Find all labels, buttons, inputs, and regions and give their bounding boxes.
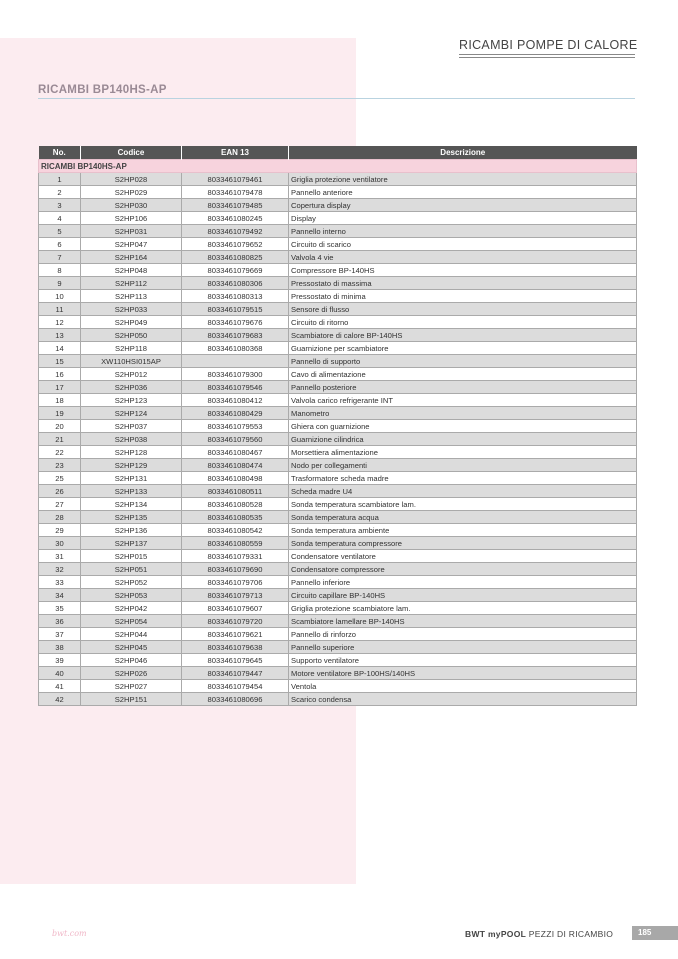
- cell-codice: S2HP033: [81, 303, 182, 316]
- cell-ean: 8033461079645: [182, 654, 289, 667]
- cell-no: 7: [39, 251, 81, 264]
- cell-descrizione: Pannello inferiore: [289, 576, 637, 589]
- cell-descrizione: Supporto ventilatore: [289, 654, 637, 667]
- cell-descrizione: Display: [289, 212, 637, 225]
- cell-no: 40: [39, 667, 81, 680]
- cell-codice: S2HP128: [81, 446, 182, 459]
- cell-no: 39: [39, 654, 81, 667]
- cell-codice: S2HP129: [81, 459, 182, 472]
- cell-no: 13: [39, 329, 81, 342]
- table-row: [39, 355, 637, 368]
- cell-ean: 8033461080368: [182, 342, 289, 355]
- cell-ean: 8033461080429: [182, 407, 289, 420]
- cell-ean: 8033461079720: [182, 615, 289, 628]
- cell-descrizione: Sonda temperatura ambiente: [289, 524, 637, 537]
- table-row: [39, 173, 637, 186]
- cell-no: 31: [39, 550, 81, 563]
- cell-codice: S2HP028: [81, 173, 182, 186]
- footer-brand: [465, 929, 613, 939]
- section-title: RICAMBI BP140HS-AP: [38, 84, 167, 96]
- cell-ean: 8033461079478: [182, 186, 289, 199]
- cell-codice: S2HP051: [81, 563, 182, 576]
- cell-descrizione: Pannello superiore: [289, 641, 637, 654]
- cell-no: 16: [39, 368, 81, 381]
- table-row: [39, 329, 637, 342]
- brand-product: myPOOL: [487, 929, 527, 939]
- table-row: [39, 524, 637, 537]
- cell-descrizione: Guarnizione per scambiatore: [289, 342, 637, 355]
- cell-descrizione: Manometro: [289, 407, 637, 420]
- group-label: RICAMBI BP140HS-AP: [39, 160, 637, 173]
- cell-codice: S2HP134: [81, 498, 182, 511]
- cell-no: 2: [39, 186, 81, 199]
- cell-descrizione: Compressore BP-140HS: [289, 264, 637, 277]
- cell-ean: 8033461080498: [182, 472, 289, 485]
- table-row: [39, 303, 637, 316]
- table-row: [39, 381, 637, 394]
- column-header-descrizione: Descrizione: [289, 146, 637, 160]
- cell-ean: 8033461079706: [182, 576, 289, 589]
- cell-no: 5: [39, 225, 81, 238]
- footer-website: bwt.com: [52, 929, 87, 938]
- cell-codice: S2HP042: [81, 602, 182, 615]
- cell-codice: S2HP151: [81, 693, 182, 706]
- cell-no: 1: [39, 173, 81, 186]
- table-row: [39, 537, 637, 550]
- cell-ean: 8033461080825: [182, 251, 289, 264]
- cell-descrizione: Condensatore ventilatore: [289, 550, 637, 563]
- cell-descrizione: Sensore di flusso: [289, 303, 637, 316]
- cell-codice: S2HP037: [81, 420, 182, 433]
- cell-no: 38: [39, 641, 81, 654]
- cell-ean: [182, 355, 289, 368]
- cell-codice: S2HP045: [81, 641, 182, 654]
- cell-ean: 8033461079546: [182, 381, 289, 394]
- cell-no: 12: [39, 316, 81, 329]
- column-header-no: No.: [39, 146, 81, 160]
- cell-codice: S2HP124: [81, 407, 182, 420]
- cell-descrizione: Pannello di supporto: [289, 355, 637, 368]
- cell-codice: XW110HSI015AP: [81, 355, 182, 368]
- cell-codice: S2HP031: [81, 225, 182, 238]
- cell-descrizione: Guarnizione cilindrica: [289, 433, 637, 446]
- cell-ean: 8033461079690: [182, 563, 289, 576]
- table-row: [39, 472, 637, 485]
- cell-descrizione: Circuito di scarico: [289, 238, 637, 251]
- cell-codice: S2HP050: [81, 329, 182, 342]
- table-row: [39, 498, 637, 511]
- cell-codice: S2HP044: [81, 628, 182, 641]
- cell-ean: 8033461079676: [182, 316, 289, 329]
- cell-codice: S2HP118: [81, 342, 182, 355]
- table-row: [39, 459, 637, 472]
- cell-no: 6: [39, 238, 81, 251]
- cell-descrizione: Scambiatore di calore BP-140HS: [289, 329, 637, 342]
- cell-no: 26: [39, 485, 81, 498]
- cell-descrizione: Trasformatore scheda madre: [289, 472, 637, 485]
- cell-ean: 8033461080511: [182, 485, 289, 498]
- cell-no: 34: [39, 589, 81, 602]
- cell-no: 20: [39, 420, 81, 433]
- cell-descrizione: Condensatore compressore: [289, 563, 637, 576]
- cell-ean: 8033461079492: [182, 225, 289, 238]
- cell-codice: S2HP030: [81, 199, 182, 212]
- cell-descrizione: Valvola 4 vie: [289, 251, 637, 264]
- cell-no: 25: [39, 472, 81, 485]
- cell-no: 18: [39, 394, 81, 407]
- cell-ean: 8033461080474: [182, 459, 289, 472]
- cell-ean: 8033461080467: [182, 446, 289, 459]
- cell-ean: 8033461079300: [182, 368, 289, 381]
- cell-ean: 8033461080535: [182, 511, 289, 524]
- table-row: [39, 290, 637, 303]
- brand-subtitle: PEZZI DI RICAMBIO: [528, 929, 614, 939]
- cell-descrizione: Copertura display: [289, 199, 637, 212]
- table-row: [39, 238, 637, 251]
- cell-descrizione: Pannello di rinforzo: [289, 628, 637, 641]
- cell-descrizione: Pannello anteriore: [289, 186, 637, 199]
- cell-descrizione: Scheda madre U4: [289, 485, 637, 498]
- table-header-row: [39, 146, 637, 160]
- cell-codice: S2HP106: [81, 212, 182, 225]
- cell-ean: 8033461080528: [182, 498, 289, 511]
- cell-ean: 8033461079447: [182, 667, 289, 680]
- table-row: [39, 485, 637, 498]
- brand-name: BWT: [465, 929, 486, 939]
- table-row: [39, 433, 637, 446]
- cell-no: 14: [39, 342, 81, 355]
- cell-codice: S2HP113: [81, 290, 182, 303]
- cell-descrizione: Ghiera con guarnizione: [289, 420, 637, 433]
- cell-ean: 8033461079560: [182, 433, 289, 446]
- table-row: [39, 654, 637, 667]
- cell-codice: S2HP026: [81, 667, 182, 680]
- cell-ean: 8033461080559: [182, 537, 289, 550]
- cell-no: 27: [39, 498, 81, 511]
- table-row: [39, 680, 637, 693]
- cell-ean: 8033461079515: [182, 303, 289, 316]
- table-row: [39, 368, 637, 381]
- cell-codice: S2HP133: [81, 485, 182, 498]
- cell-ean: 8033461079331: [182, 550, 289, 563]
- cell-codice: S2HP048: [81, 264, 182, 277]
- cell-descrizione: Cavo di alimentazione: [289, 368, 637, 381]
- cell-descrizione: Sonda temperatura acqua: [289, 511, 637, 524]
- cell-ean: 8033461079461: [182, 173, 289, 186]
- table-row: [39, 342, 637, 355]
- cell-no: 32: [39, 563, 81, 576]
- cell-ean: 8033461080245: [182, 212, 289, 225]
- table-row: [39, 277, 637, 290]
- cell-ean: 8033461079669: [182, 264, 289, 277]
- cell-ean: 8033461080313: [182, 290, 289, 303]
- cell-no: 22: [39, 446, 81, 459]
- table-row: [39, 641, 637, 654]
- cell-no: 10: [39, 290, 81, 303]
- cell-ean: 8033461079713: [182, 589, 289, 602]
- cell-descrizione: Circuito capillare BP-140HS: [289, 589, 637, 602]
- cell-ean: 8033461079454: [182, 680, 289, 693]
- cell-codice: S2HP046: [81, 654, 182, 667]
- cell-codice: S2HP123: [81, 394, 182, 407]
- table-row: [39, 667, 637, 680]
- cell-no: 19: [39, 407, 81, 420]
- cell-ean: 8033461080412: [182, 394, 289, 407]
- cell-ean: 8033461079638: [182, 641, 289, 654]
- table-row: [39, 576, 637, 589]
- table-row: [39, 264, 637, 277]
- cell-codice: S2HP036: [81, 381, 182, 394]
- cell-codice: S2HP015: [81, 550, 182, 563]
- cell-no: 37: [39, 628, 81, 641]
- cell-codice: S2HP137: [81, 537, 182, 550]
- cell-descrizione: Motore ventilatore BP-100HS/140HS: [289, 667, 637, 680]
- cell-codice: S2HP012: [81, 368, 182, 381]
- cell-codice: S2HP052: [81, 576, 182, 589]
- cell-ean: 8033461080306: [182, 277, 289, 290]
- cell-no: 11: [39, 303, 81, 316]
- cell-ean: 8033461080542: [182, 524, 289, 537]
- cell-descrizione: Sonda temperatura scambiatore lam.: [289, 498, 637, 511]
- table-row: [39, 693, 637, 706]
- cell-no: 8: [39, 264, 81, 277]
- cell-codice: S2HP135: [81, 511, 182, 524]
- cell-no: 30: [39, 537, 81, 550]
- cell-descrizione: Circuito di ritorno: [289, 316, 637, 329]
- page-header-title: RICAMBI POMPE DI CALORE: [459, 38, 635, 55]
- cell-ean: 8033461079485: [182, 199, 289, 212]
- cell-codice: S2HP053: [81, 589, 182, 602]
- table-row: [39, 394, 637, 407]
- cell-ean: 8033461079652: [182, 238, 289, 251]
- cell-codice: S2HP047: [81, 238, 182, 251]
- table-row: [39, 511, 637, 524]
- cell-ean: 8033461080696: [182, 693, 289, 706]
- column-header-codice: Codice: [81, 146, 182, 160]
- table-row: [39, 212, 637, 225]
- cell-no: 41: [39, 680, 81, 693]
- cell-ean: 8033461079683: [182, 329, 289, 342]
- cell-no: 9: [39, 277, 81, 290]
- table-row: [39, 446, 637, 459]
- cell-descrizione: Sonda temperatura compressore: [289, 537, 637, 550]
- cell-descrizione: Scarico condensa: [289, 693, 637, 706]
- cell-no: 42: [39, 693, 81, 706]
- cell-codice: S2HP038: [81, 433, 182, 446]
- table-row: [39, 615, 637, 628]
- cell-ean: 8033461079553: [182, 420, 289, 433]
- cell-no: 15: [39, 355, 81, 368]
- cell-no: 28: [39, 511, 81, 524]
- cell-no: 3: [39, 199, 81, 212]
- table-row: [39, 225, 637, 238]
- cell-no: 33: [39, 576, 81, 589]
- cell-ean: 8033461079621: [182, 628, 289, 641]
- cell-no: 29: [39, 524, 81, 537]
- table-row: [39, 589, 637, 602]
- cell-codice: S2HP054: [81, 615, 182, 628]
- cell-no: 21: [39, 433, 81, 446]
- cell-descrizione: Nodo per collegamenti: [289, 459, 637, 472]
- spare-parts-table: [38, 146, 637, 706]
- cell-codice: S2HP049: [81, 316, 182, 329]
- table-row: [39, 186, 637, 199]
- cell-descrizione: Morsettiera alimentazione: [289, 446, 637, 459]
- cell-descrizione: Pressostato di minima: [289, 290, 637, 303]
- cell-descrizione: Valvola carico refrigerante INT: [289, 394, 637, 407]
- table-row: [39, 563, 637, 576]
- page-number: 185: [632, 926, 678, 940]
- column-header-ean: EAN 13: [182, 146, 289, 160]
- table-row: [39, 199, 637, 212]
- table-row: [39, 420, 637, 433]
- cell-no: 4: [39, 212, 81, 225]
- table-group-row: [39, 160, 637, 173]
- cell-codice: S2HP027: [81, 680, 182, 693]
- cell-descrizione: Ventola: [289, 680, 637, 693]
- cell-descrizione: Pannello posteriore: [289, 381, 637, 394]
- cell-no: 17: [39, 381, 81, 394]
- cell-no: 36: [39, 615, 81, 628]
- cell-codice: S2HP131: [81, 472, 182, 485]
- cell-codice: S2HP164: [81, 251, 182, 264]
- cell-no: 35: [39, 602, 81, 615]
- table-row: [39, 251, 637, 264]
- cell-descrizione: Pannello interno: [289, 225, 637, 238]
- cell-no: 23: [39, 459, 81, 472]
- cell-codice: S2HP112: [81, 277, 182, 290]
- cell-descrizione: Pressostato di massima: [289, 277, 637, 290]
- table-row: [39, 628, 637, 641]
- table-row: [39, 602, 637, 615]
- table-row: [39, 550, 637, 563]
- section-divider: [38, 98, 635, 99]
- cell-ean: 8033461079607: [182, 602, 289, 615]
- cell-descrizione: Scambiatore lamellare BP-140HS: [289, 615, 637, 628]
- cell-codice: S2HP029: [81, 186, 182, 199]
- cell-descrizione: Griglia protezione scambiatore lam.: [289, 602, 637, 615]
- cell-descrizione: Griglia protezione ventilatore: [289, 173, 637, 186]
- table-row: [39, 316, 637, 329]
- table-row: [39, 407, 637, 420]
- cell-codice: S2HP136: [81, 524, 182, 537]
